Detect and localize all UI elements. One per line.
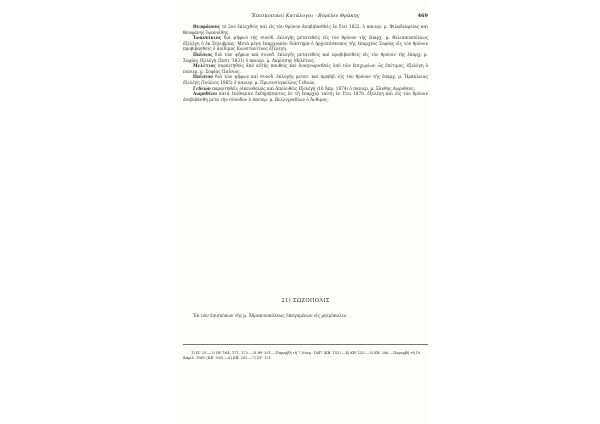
paragraph: Παΐσιον διὰ τῶν ψήφων καὶ συνοδ. ἐκλογῆς μετατ. καὶ προβιβ. εἰς τὸν θρόνον τῆς ἐπαρχ. μ. Ἠράκλειας ἐξελέγη (Ἰούλιος 1865) ὁ πανιερ. μ. Πρωτοσύγκελλος Γεδεών. bbox=[183, 74, 428, 85]
paragraph: Θεοφάνους τὸ 2ον ἐκλεχθεὶς καὶ εἰς τὸν θρόνον ἀναβιβασθεὶς ἐν ἔτει 1822, ὁ πανιερ. μ. Φιλαδελφείας καὶ Θεοφάνης Ἰωαννίδης. bbox=[183, 24, 428, 35]
running-header bbox=[183, 13, 428, 19]
running-title: Ἐπισκοπικοὶ Κατάλογοι · Βορείου Θράκης bbox=[251, 13, 360, 19]
section-intro: Ἐκ τῶν ἐπισκόπων τῆς μ. Ἀδριανουπόλεως ὑπαγομένων εἰς μητρόπολιν. bbox=[193, 313, 348, 318]
body-text bbox=[183, 24, 428, 102]
paragraph: Ἰωαννίκιος διὰ ψήφων τῆς συνοδ. ἐκλογῆς μετατεθεὶς εἰς τὸν θρόνον τῆς ἐπαρχ. μ. Φιλιππουπόλεως ἐξελέγη ὁ ἐκ Σηλυβρίας. Μετὰ μέγα ἐπαρχιακὸν διάστημα ὁ ἀρχιεπίσκοπος τῆς ἐπαρχίας Σοφίας εἰς τὸν θρόνον προβιβασθεὶς ὁ ἀοίδιμος Κωνσταντῖνος ἐξελέγη. bbox=[183, 35, 428, 52]
document-page bbox=[183, 0, 428, 424]
paragraph: Δωροθέου κατὰ ἐπιθυμίαν ἐκδημήσαντος ἐν τῇ ἐπαρχίᾳ ταύτῃ ἐν ἔτει 1878, ἐξελέγη καὶ εἰς τὸν θρόνον ἀνεβιβάσθη μετὰ τὴν σύνοδον ὁ πανιερ. μ. Βελλιγραδίων ὁ Ἀνθιμος. bbox=[183, 91, 428, 102]
paragraph: Γεδεών παραιτηθεὶς οἰκειοθελῶς καὶ ἀπολυθεὶς ἐξελέγη (10 Ἀπρ. 1874) ὁ πανιερ. μ. Ξάνθης Δωρόθεος. bbox=[193, 85, 416, 91]
paragraph: Μελέτιος παραιτηθεὶς ἀπὸ αὐτῆς παυθεὶς καὶ ἀναγνωρισθεὶς ὑπὸ τῶν ἐπιχωρίων ὡς ἐπίτιμος, ἐξελέγη ὁ πανιερ. μ. Σοφίας Παΐσιος. bbox=[183, 63, 428, 74]
section-heading: 21) ΣΩΖΟΠΟΛΙΣ bbox=[281, 298, 330, 304]
paragraph: Παΐσιος διὰ τῶν ψήφων καὶ συνοδ. ἐκλογῆς μετατεθεὶς καὶ προβιβασθεὶς εἰς τὸν θρόνον τῆς ἐπαρχ. μ. Σοφίας ἐξελέγη (Σεπτ. 1831) ὁ πανιερ. μ. Λαρίσσης Μελέτιος. bbox=[183, 51, 428, 63]
footnotes bbox=[183, 344, 428, 361]
footnote: 1) ΙΣ' 25.—2) ΙΗ' 164, 171, 172.—3) ΙΘ' 201.—Παρεμβῆ τῆ 7 Νοεμ. 1847 (ΚΒ' 152).—4) ΚΒ' 153.—5) ΚΒ' 206.—Παρεμβῆ τῆ 19 Ἀπριλ. 1861 (ΚΒ' 205).—6) ΚΒ' 201.—7) ΣΓ' 121. bbox=[183, 351, 421, 360]
page-number: 469 bbox=[417, 13, 428, 19]
